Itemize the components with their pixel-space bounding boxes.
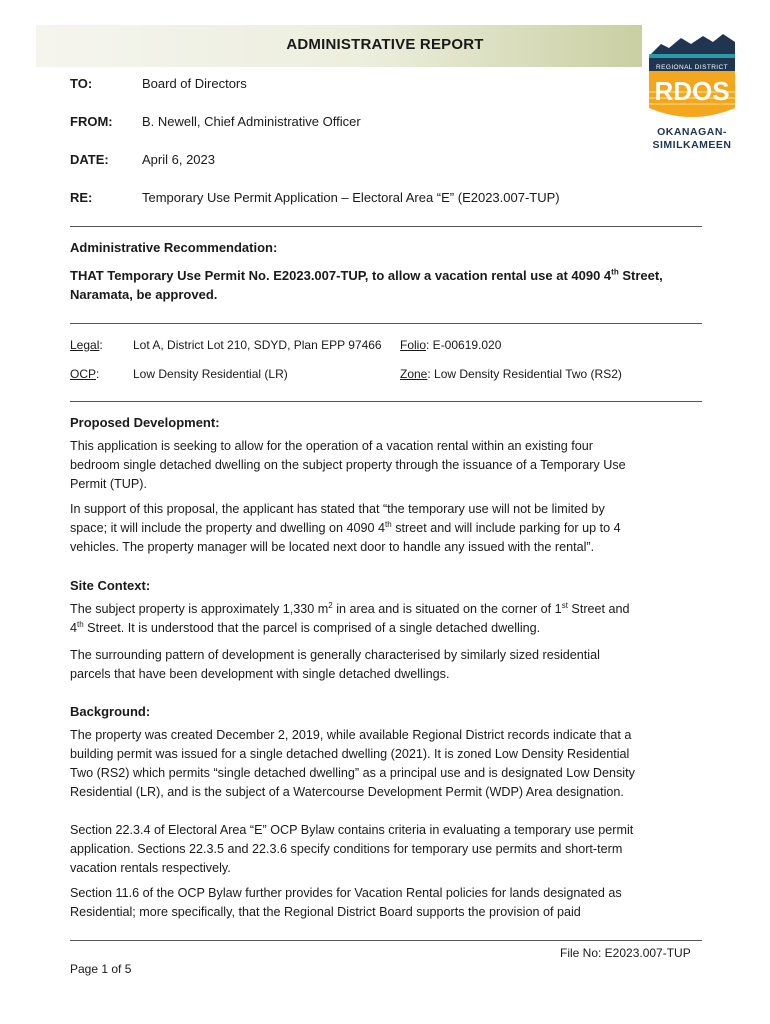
report-title: ADMINISTRATIVE REPORT <box>286 36 484 53</box>
re-value: Temporary Use Permit Application – Electoral Area “E” (E2023.007-TUP) <box>142 190 560 205</box>
background-heading: Background: <box>70 704 151 719</box>
footer-divider <box>70 940 702 941</box>
re-label: RE: <box>70 190 93 205</box>
legal-value: Lot A, District Lot 210, SDYD, Plan EPP 97466 <box>133 338 382 352</box>
background-paragraph-3: Section 11.6 of the OCP Bylaw further provides for Vacation Rental policies for lands designated as Residential; more specifically, that the Regional District Board supports the provision of paid <box>70 886 622 919</box>
proposed-heading: Proposed Development: <box>70 415 220 430</box>
to-label: TO: <box>70 76 93 91</box>
divider <box>70 226 702 227</box>
proposed-paragraph-2: In support of this proposal, the applicant has stated that “the temporary use will not be limited by space; it will include the property and dwelling on 4090 4th street and will include parking for up to 4 vehicles. The property manager will be located next door to handle any issued with the rental”. <box>70 502 621 554</box>
page-number: Page 1 of 5 <box>70 962 132 976</box>
from-value: B. Newell, Chief Administrative Officer <box>142 114 361 129</box>
divider <box>70 401 702 402</box>
logo-line-1: OKANAGAN- <box>657 126 727 138</box>
background-paragraph-2: Section 22.3.4 of Electoral Area “E” OCP Bylaw contains criteria in evaluating a temporary use permit application. Sections 22.3.5 and 22.3.6 specify conditions for temporary use permits and short-term vacation rentals respectively. <box>70 823 634 875</box>
date-value: April 6, 2023 <box>142 152 215 167</box>
ocp-value: Low Density Residential (LR) <box>133 367 288 381</box>
proposed-paragraph-1: This application is seeking to allow for the operation of a vacation rental within an existing four bedroom single detached dwelling on the subject property through the issuance of a Temporary Use Permit (TUP). <box>70 439 626 491</box>
folio-field: Folio: E-00619.020 <box>400 338 502 352</box>
file-number: File No: E2023.007-TUP <box>560 946 691 960</box>
recommendation-text: THAT Temporary Use Permit No. E2023.007-TUP, to allow a vacation rental use at 4090 4th Street, Naramata, be approved. <box>70 267 663 302</box>
site-paragraph-1: The subject property is approximately 1,330 $m^2$ in area and is situated on the corner of 1st Street and 4th Street. It is understood that the parcel is comprised of a single detached dwelling. <box>70 600 630 635</box>
site-heading: Site Context: <box>70 578 151 593</box>
from-label: FROM: <box>70 114 113 129</box>
recommendation-heading: Administrative Recommendation: <box>70 240 278 255</box>
to-value: Board of Directors <box>142 76 247 91</box>
lake-band-1 <box>649 54 735 58</box>
date-label: DATE: <box>70 152 109 167</box>
logo-acronym: RDOS <box>654 76 730 106</box>
background-paragraph-1: The property was created December 2, 2019, while available Regional District records indicate that a building permit was issued for a single detached dwelling (2021). It is zoned Low Density Residential Two (RS2) which permits “single detached dwelling” as a principal use and is designated Low Density Residential (LR), and is the subject of a Watercourse Development Permit (WDP) Area designation. <box>70 728 635 799</box>
zone-field: Zone: Low Density Residential Two (RS2) <box>400 367 622 381</box>
site-paragraph-2: The surrounding pattern of development is generally characterised by similarly sized residential parcels that have been development with single detached dwellings. <box>70 648 600 681</box>
divider <box>70 323 702 324</box>
logo-banner-text: REGIONAL DISTRICT <box>656 64 728 71</box>
logo-line-2: SIMILKAMEEN <box>652 139 732 151</box>
ocp-label: OCP: <box>70 367 100 381</box>
legal-label: Legal: <box>70 338 103 352</box>
